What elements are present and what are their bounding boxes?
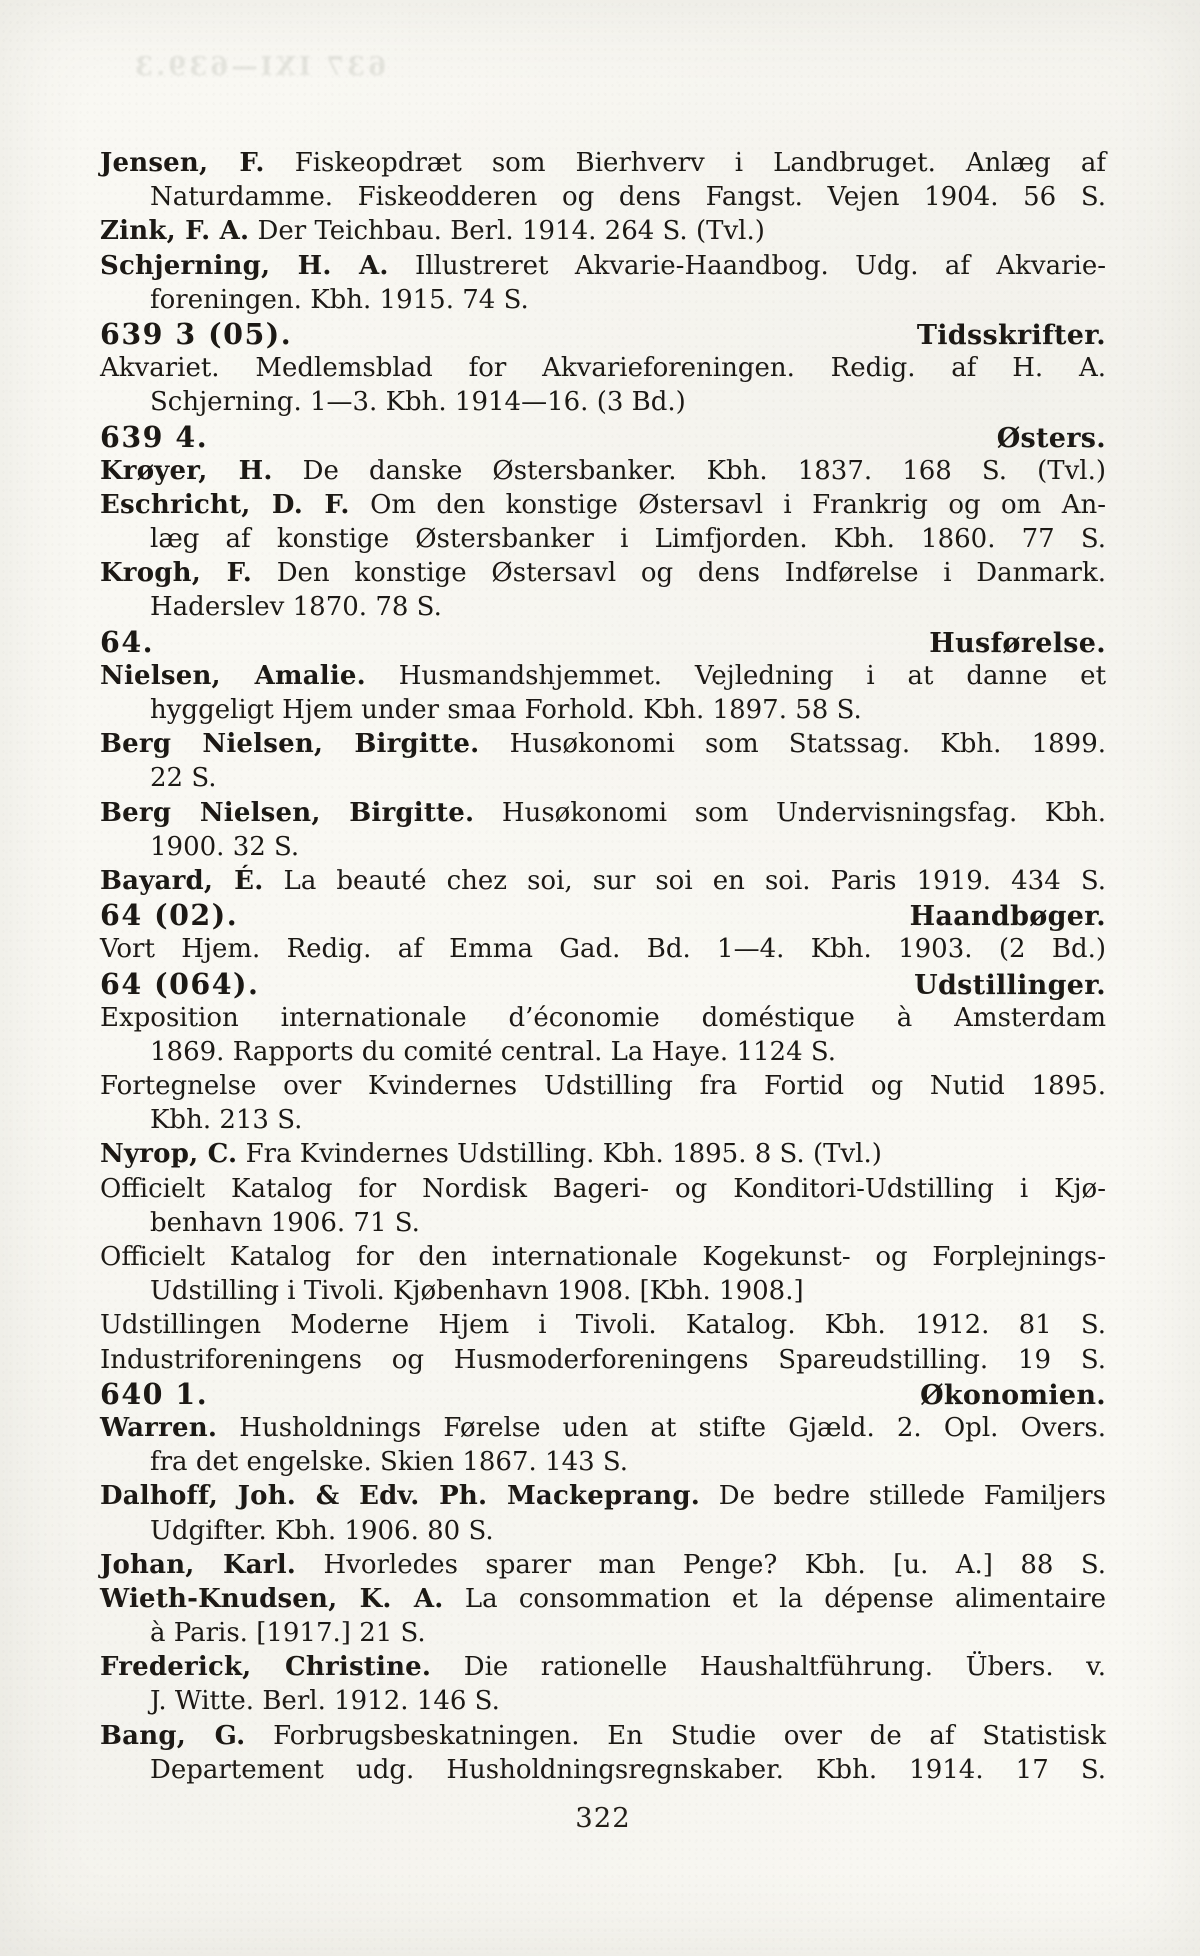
bibliography-line: Jensen, F. Fiskeopdræt som Bierhverv i Landbruget. Anlæg af bbox=[100, 148, 1106, 178]
bibliography-line: Bang, G. Forbrugsbeskatningen. En Studie over de af Statistisk bbox=[100, 1720, 1107, 1751]
bibliography-line: Warren. Husholdnings Førelse uden at stifte Gjæld. 2. Opl. Overs. bbox=[100, 1412, 1107, 1443]
author-name: Bang, G. bbox=[100, 1720, 246, 1751]
author-name: Jensen, F. bbox=[100, 148, 265, 178]
bibliography-line: Frederick, Christine. Die rationelle Haushaltführung. Übers. v. bbox=[100, 1652, 1106, 1683]
section-number: 64. bbox=[100, 624, 155, 659]
bibliography-line: J. Witte. Berl. 1912. 146 S. bbox=[150, 1686, 500, 1717]
bibliography-line: Nielsen, Amalie. Husmandshjemmet. Vejledning i at danne et bbox=[100, 660, 1107, 691]
bibliography-line: Bayard, É. La beauté chez soi, sur soi en soi. Paris 1919. 434 S. bbox=[100, 865, 1106, 896]
section-heading: Tidsskrifter. bbox=[916, 319, 1106, 351]
bibliography-line: Berg Nielsen, Birgitte. Husøkonomi som Undervisningsfag. Kbh. bbox=[100, 797, 1107, 828]
bibliography-line: Krogh, F. Den konstige Østersavl og dens Indførelse i Danmark. bbox=[100, 558, 1106, 589]
page-number: 322 bbox=[575, 1802, 631, 1834]
author-name: Frederick, Christine. bbox=[100, 1652, 432, 1683]
bibliography-line: Naturdamme. Fiskeodderen og dens Fangst. Vejen 1904. 56 S. bbox=[150, 182, 1106, 213]
bibliography-line: Kbh. 213 S. bbox=[150, 1105, 303, 1136]
section-heading: Økonomien. bbox=[920, 1379, 1106, 1411]
bibliography-line: Schjerning, H. A. Illustreret Akvarie-Haandbog. Udg. af Akvarie- bbox=[100, 250, 1106, 281]
bibliography-line: 22 S. bbox=[150, 763, 217, 794]
author-name: Berg Nielsen, Birgitte. bbox=[100, 729, 480, 760]
bibliography-line: Eschricht, D. F. Om den konstige Østersavl i Frankrig og om An- bbox=[100, 489, 1107, 520]
bibliography-line: Haderslev 1870. 78 S. bbox=[150, 592, 442, 623]
section-heading: Udstillinger. bbox=[914, 969, 1106, 1001]
author-name: Warren. bbox=[100, 1412, 218, 1443]
bibliography-line: Departement udg. Husholdningsregnskaber. Kbh. 1914. 17 S. bbox=[150, 1754, 1106, 1785]
bleed-through-text: 637 IXI—639.3 bbox=[132, 52, 387, 82]
section-number: 64 (02). bbox=[100, 898, 239, 933]
bibliography-line: Fortegnelse over Kvindernes Udstilling fra Fortid og Nutid 1895. bbox=[100, 1071, 1106, 1102]
bibliography-line: Vort Hjem. Redig. af Emma Gad. Bd. 1—4. Kbh. 1903. (2 Bd.) bbox=[100, 934, 1106, 965]
bibliography-line: Johan, Karl. Hvorledes sparer man Penge? Kbh. [u. A.] 88 S. bbox=[100, 1549, 1106, 1580]
bibliography-line: 1869. Rapports du comité central. La Haye. 1124 S. bbox=[150, 1036, 837, 1067]
bibliography-line: Udstillingen Moderne Hjem i Tivoli. Katalog. Kbh. 1912. 81 S. bbox=[100, 1310, 1106, 1341]
section-header-line bbox=[100, 1377, 1106, 1411]
bibliography-line: Officielt Katalog for den internationale Kogekunst- og Forplejnings- bbox=[100, 1242, 1106, 1272]
bibliography-line: fra det engelske. Skien 1867. 143 S. bbox=[150, 1447, 629, 1478]
section-header-line bbox=[100, 625, 1106, 659]
bibliography-line: 1900. 32 S. bbox=[150, 831, 300, 862]
bibliography-line: Udstilling i Tivoli. Kjøbenhavn 1908. [Kbh. 1908.] bbox=[150, 1276, 804, 1307]
section-number: 640 1. bbox=[100, 1376, 209, 1411]
section-heading: Haandbøger. bbox=[909, 901, 1106, 933]
bibliography-line: Berg Nielsen, Birgitte. Husøkonomi som Statssag. Kbh. 1899. bbox=[100, 729, 1106, 760]
bibliography-line: Akvariet. Medlemsblad for Akvarieforeningen. Redig. af H. A. bbox=[100, 353, 1106, 384]
section-header-line bbox=[100, 420, 1106, 454]
author-name: Krogh, F. bbox=[100, 558, 252, 589]
author-name: Berg Nielsen, Birgitte. bbox=[100, 797, 475, 828]
bibliography-line: Dalhoff, Joh. & Edv. Ph. Mackeprang. De bedre stillede Familjers bbox=[100, 1481, 1107, 1512]
author-name: Johan, Karl. bbox=[100, 1549, 297, 1580]
bibliography-line: à Paris. [1917.] 21 S. bbox=[150, 1618, 426, 1649]
bibliography-line: benhavn 1906. 71 S. bbox=[150, 1207, 420, 1238]
bibliography-line: Exposition internationale d’économie doméstique à Amsterdam bbox=[100, 1002, 1106, 1033]
bibliography-line: læg af konstige Østersbanker i Limfjorden. Kbh. 1860. 77 S. bbox=[150, 524, 1106, 555]
bibliography-line: Industriforeningens og Husmoderforeningens Spareudstilling. 19 S. bbox=[100, 1344, 1106, 1375]
section-header-line bbox=[100, 317, 1106, 351]
author-name: Nielsen, Amalie. bbox=[100, 660, 366, 691]
section-number: 639 3 (05). bbox=[100, 316, 293, 351]
author-name: Krøyer, H. bbox=[100, 455, 273, 486]
bibliography-line: Wieth-Knudsen, K. A. La consommation et la dépense alimentaire bbox=[100, 1583, 1107, 1614]
bibliography-line: Krøyer, H. De danske Østersbanker. Kbh. 1837. 168 S. (Tvl.) bbox=[100, 455, 1106, 486]
bibliography-line: Zink, F. A. Der Teichbau. Berl. 1914. 264 S. (Tvl.) bbox=[100, 216, 765, 247]
bibliography-line: foreningen. Kbh. 1915. 74 S. bbox=[150, 284, 529, 315]
author-name: Nyrop, C. bbox=[100, 1139, 238, 1170]
bibliography-line: Schjerning. 1—3. Kbh. 1914—16. (3 Bd.) bbox=[150, 387, 686, 418]
section-heading: Husførelse. bbox=[929, 627, 1106, 659]
author-name: Wieth-Knudsen, K. A. bbox=[100, 1583, 444, 1614]
section-heading: Østers. bbox=[996, 422, 1106, 454]
section-number: 64 (064). bbox=[100, 966, 260, 1001]
bibliography-text-block bbox=[100, 146, 1106, 1787]
author-name: Schjerning, H. A. bbox=[100, 250, 389, 281]
author-name: Zink, F. A. bbox=[100, 216, 250, 247]
section-header-line bbox=[100, 898, 1106, 932]
section-number: 639 4. bbox=[100, 419, 209, 454]
bibliography-line: Officielt Katalog for Nordisk Bageri- og Konditori-Udstilling i Kjø- bbox=[100, 1173, 1106, 1204]
author-name: Dalhoff, Joh. & Edv. Ph. Mackeprang. bbox=[100, 1481, 701, 1512]
bibliography-line: hyggeligt Hjem under smaa Forhold. Kbh. 1897. 58 S. bbox=[150, 695, 862, 725]
bibliography-line: Nyrop, C. Fra Kvindernes Udstilling. Kbh. 1895. 8 S. (Tvl.) bbox=[100, 1139, 882, 1170]
author-name: Bayard, É. bbox=[100, 865, 264, 896]
author-name: Eschricht, D. F. bbox=[100, 489, 350, 520]
bibliography-line: Udgifter. Kbh. 1906. 80 S. bbox=[150, 1515, 494, 1546]
section-header-line bbox=[100, 967, 1106, 1001]
